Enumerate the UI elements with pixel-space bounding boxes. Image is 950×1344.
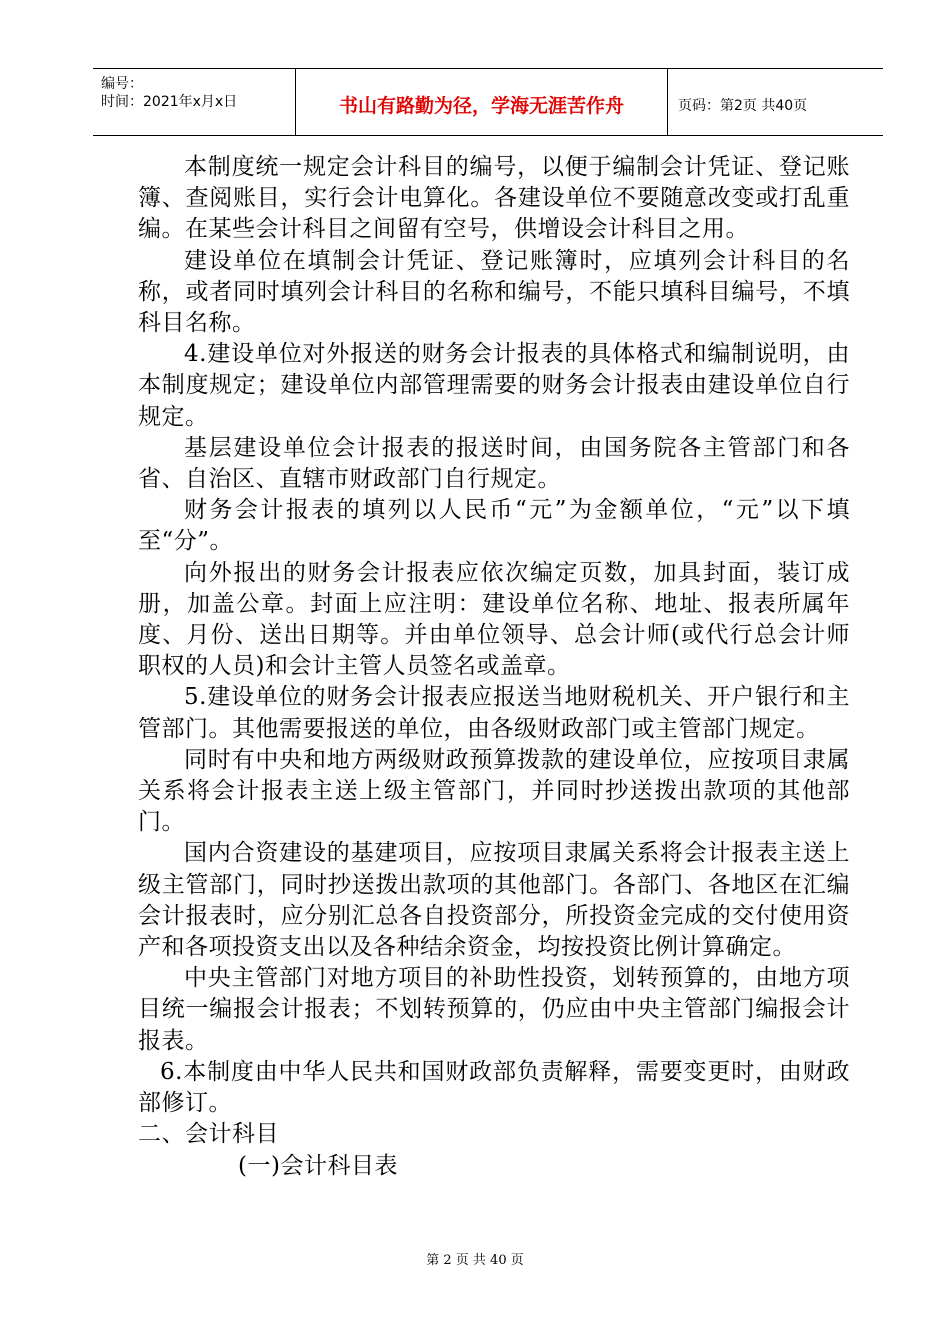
body-paragraph: 基层建设单位会计报表的报送时间，由国务院各主管部门和各省、自治区、直辖市财政部门自行规定。 <box>138 434 850 493</box>
header-page-number: 页码：第2页 共40页 <box>678 98 808 114</box>
header-motto: 书山有路勤为径，学海无涯苦作舟 <box>338 95 624 117</box>
header-page-cell <box>668 69 883 135</box>
body-paragraph: 本制度统一规定会计科目的编号，以便于编制会计凭证、登记账簿、查阅账目，实行会计电算化。各建设单位不要随意改变或打乱重编。在某些会计科目之间留有空号，供增设会计科目之用。 <box>138 154 850 243</box>
body-paragraph: 建设单位在填制会计凭证、登记账簿时，应填列会计科目的名称，或者同时填列会计科目的名称和编号，不能只填科目编号，不填科目名称。 <box>138 247 850 337</box>
body-paragraph: 国内合资建设的基建项目，应按项目隶属关系将会计报表主送上级主管部门，同时抄送拨出款项的其他部门。各部门、各地区在汇编会计报表时，应分别汇总各自投资部分，所投资金完成的交付使用资产和各项投资支出以及各种结余资金，均按投资比例计算确定。 <box>138 840 850 961</box>
body-paragraph: 5.建设单位的财务会计报表应报送当地财税机关、开户银行和主管部门。其他需要报送的单位，由各级财政部门或主管部门规定。 <box>138 684 850 742</box>
subsection-heading: (一)会计科目表 <box>238 1152 398 1179</box>
document-number-label: 编号： <box>101 76 143 92</box>
body-paragraph: 4.建设单位对外报送的财务会计报表的具体格式和编制说明，由本制度规定；建设单位内部管理需要的财务会计报表由建设单位自行规定。 <box>138 341 850 430</box>
document-time-label: 时间：2021年x月x日 <box>101 94 238 110</box>
body-paragraph: 向外报出的财务会计报表应依次编定页数，加具封面，装订成册，加盖公章。封面上应注明：建设单位名称、地址、报表所属年度、月份、送出日期等。并由单位领导、总会计师(或代行总会计师职权的人员)和会计主管人员签名或盖章。 <box>138 559 850 680</box>
body-paragraph: 6.本制度由中华人民共和国财政部负责解释，需要变更时，由财政部修订。 <box>138 1058 850 1117</box>
page-header <box>93 68 883 136</box>
body-paragraph: 财务会计报表的填列以人民币“元”为金额单位，“元”以下填至“分”。 <box>138 497 850 555</box>
page-footer: 第 2 页 共 40 页 <box>426 1253 524 1268</box>
header-meta <box>93 69 296 135</box>
header-motto-cell <box>296 69 668 135</box>
document-body <box>138 152 850 1182</box>
body-paragraph: 中央主管部门对地方项目的补助性投资，划转预算的，由地方项目统一编报会计报表；不划转预算的，仍应由中央主管部门编报会计报表。 <box>138 965 850 1054</box>
section-heading: 二、会计科目 <box>138 1121 279 1148</box>
body-paragraph: 同时有中央和地方两级财政预算拨款的建设单位，应按项目隶属关系将会计报表主送上级主管部门，并同时抄送拨出款项的其他部门。 <box>138 746 850 836</box>
